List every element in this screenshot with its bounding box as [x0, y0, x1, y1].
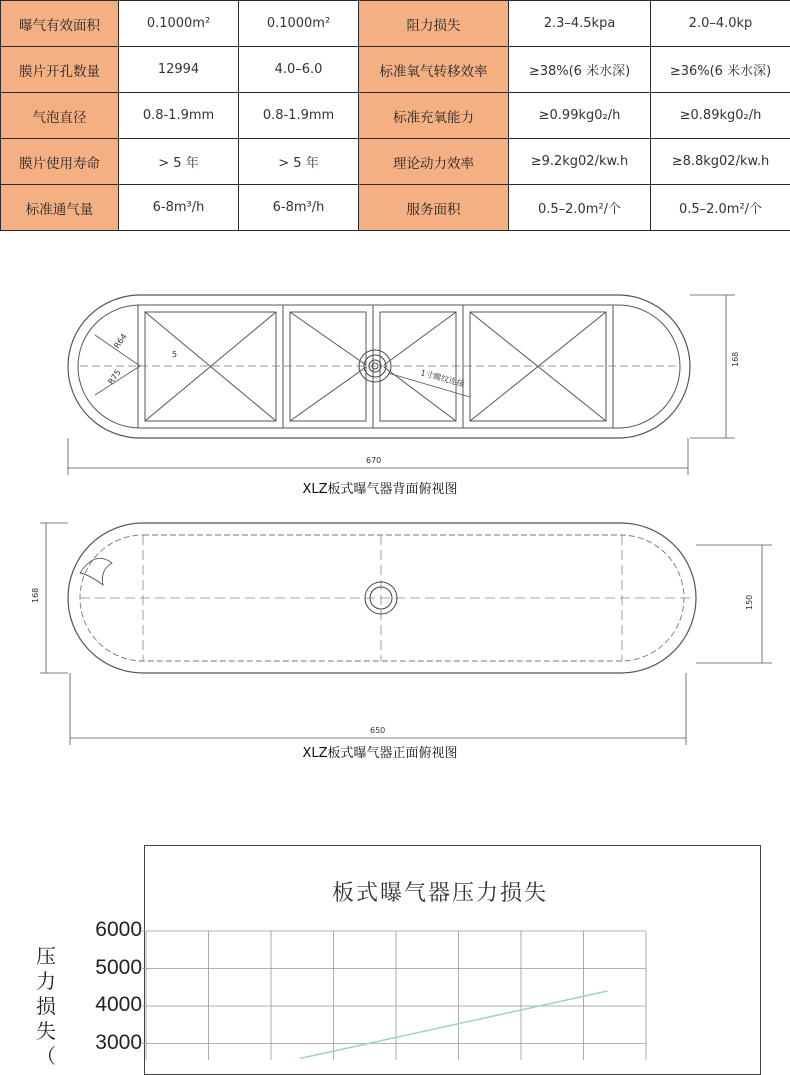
- table-row: [1, 1, 790, 47]
- table-cell: 0.5–2.0m²/个: [509, 185, 651, 231]
- back-view-drawing: [0, 285, 790, 485]
- table-cell: ≥36%(6 米水深): [651, 47, 790, 93]
- table-cell: > 5 年: [239, 139, 359, 185]
- height-dim: 168: [731, 352, 740, 367]
- table-row: [1, 47, 790, 93]
- table-cell: 0.1000m²: [239, 1, 359, 47]
- table-cell: ≥38%(6 米水深): [509, 47, 651, 93]
- inner-outline: [78, 305, 680, 428]
- chart-title: 板式曝气器压力损失: [300, 876, 580, 907]
- front-height-left-dim: 168: [31, 588, 40, 603]
- front-width-dim: 650: [370, 726, 385, 735]
- front-view-caption: XLZ板式曝气器正面俯视图: [0, 742, 760, 761]
- table-cell: 2.0–4.0kp: [651, 1, 790, 47]
- table-cell: 6-8m³/h: [239, 185, 359, 231]
- table-cell: 12994: [119, 47, 239, 93]
- front-height-right-dim: 150: [745, 595, 754, 610]
- label-5: 5: [172, 350, 177, 359]
- spec-table: [0, 0, 790, 231]
- table-cell: > 5 年: [119, 139, 239, 185]
- table-header-cell: 阻力损失: [359, 1, 509, 47]
- table-header-cell: 曝气有效面积: [1, 1, 119, 47]
- front-view-drawing: [0, 515, 790, 745]
- rib-frame: [138, 305, 613, 428]
- label-r75: R75: [106, 368, 122, 386]
- table-header-cell: 膜片开孔数量: [1, 47, 119, 93]
- table-row: [1, 93, 790, 139]
- table-cell: ≥0.89kg0₂/h: [651, 93, 790, 139]
- table-cell: 0.5–2.0m²/个: [651, 185, 790, 231]
- table-cell: 2.3–4.5kpa: [509, 1, 651, 47]
- label-thread: 1寸螺纹连接: [419, 367, 465, 388]
- table-cell: 4.0–6.0: [239, 47, 359, 93]
- table-cell: 0.8-1.9mm: [239, 93, 359, 139]
- outer-outline: [68, 295, 690, 438]
- table-cell: 0.8-1.9mm: [119, 93, 239, 139]
- table-cell: ≥9.2kg02/kw.h: [509, 139, 651, 185]
- table-header-cell: 气泡直径: [1, 93, 119, 139]
- y-tick-label: 3000: [78, 1031, 142, 1055]
- table-cell: ≥0.99kg0₂/h: [509, 93, 651, 139]
- y-tick-label: 4000: [78, 993, 142, 1017]
- y-tick-label: 5000: [78, 956, 142, 980]
- table-header-cell: 标准充氧能力: [359, 93, 509, 139]
- table-header-cell: 服务面积: [359, 185, 509, 231]
- chart-ylabel: 压力损失（: [36, 944, 60, 1069]
- table-header-cell: 理论动力效率: [359, 139, 509, 185]
- label-r64: R64: [112, 332, 128, 350]
- y-tick-label: 6000: [78, 918, 142, 942]
- table-header-cell: 标准通气量: [1, 185, 119, 231]
- table-cell: 0.1000m²: [119, 1, 239, 47]
- table-row: [1, 139, 790, 185]
- table-header-cell: 标准氧气转移效率: [359, 47, 509, 93]
- table-cell: ≥8.8kg02/kw.h: [651, 139, 790, 185]
- back-view-caption: XLZ板式曝气器背面俯视图: [0, 478, 760, 497]
- width-dim: 670: [366, 456, 381, 465]
- table-row: [1, 185, 790, 231]
- table-cell: 6-8m³/h: [119, 185, 239, 231]
- table-header-cell: 膜片使用寿命: [1, 139, 119, 185]
